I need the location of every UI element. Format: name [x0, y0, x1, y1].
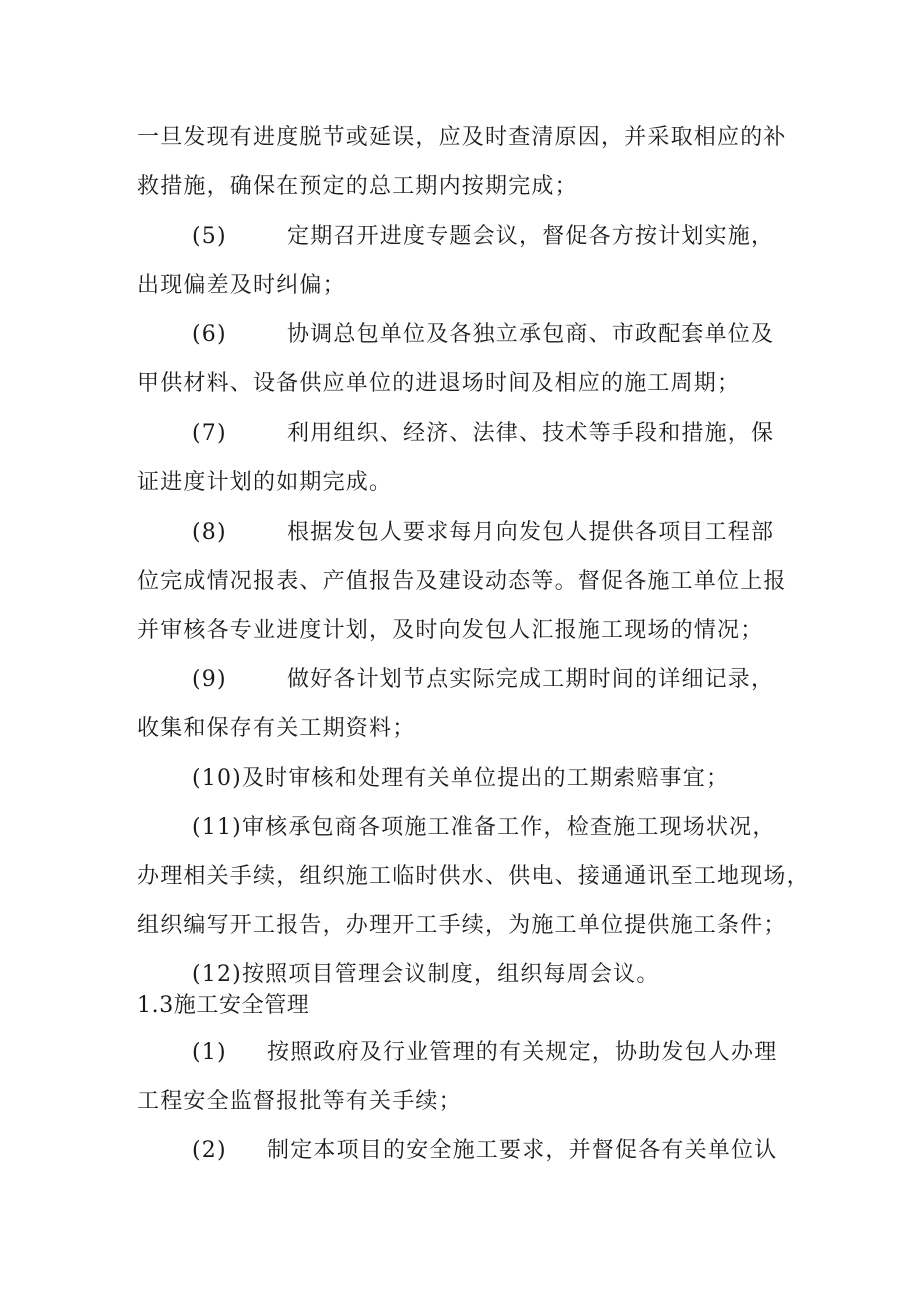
- list-item: [192, 419, 774, 449]
- list-item: [192, 518, 774, 548]
- list-item: (11)审核承包商各项施工准备工作，检查施工现场状况，: [192, 815, 776, 840]
- text-line: 证进度计划的如期完成。: [137, 470, 393, 495]
- item-number: (7): [192, 421, 227, 446]
- text-line: 位完成情况报表、产值报告及建设动态等。督促各施工单位上报: [137, 569, 787, 594]
- text-line: 甲供材料、设备供应单位的进退场时间及相应的施工周期；: [137, 371, 741, 396]
- item-number: (2): [192, 1138, 227, 1163]
- list-item: (12)按照项目管理会议制度，组织每周会议。: [192, 962, 660, 987]
- item-text: 做好各计划节点实际完成工期时间的详细记录，: [287, 667, 775, 692]
- list-item: [192, 1038, 777, 1068]
- text-line: 工程安全监督报批等有关手续；: [137, 1089, 462, 1114]
- item-number: (6): [192, 322, 227, 347]
- list-item: [192, 222, 774, 252]
- list-item: [192, 1136, 777, 1166]
- list-item: (10)及时审核和处理有关单位提出的工期索赔事宜；: [192, 766, 730, 791]
- list-item: [192, 320, 774, 350]
- item-text: 根据发包人要求每月向发包人提供各项目工程部: [287, 520, 775, 545]
- list-item: [192, 665, 774, 695]
- item-text: 按照政府及行业管理的有关规定，协助发包人办理: [267, 1040, 778, 1065]
- text-line: 救措施，确保在预定的总工期内按期完成；: [137, 174, 578, 199]
- section-heading: 1.3施工安全管理: [137, 993, 310, 1018]
- text-line: 组织编写开工报告，办理开工手续，为施工单位提供施工条件；: [137, 913, 787, 938]
- text-line: 出现偏差及时纠偏；: [137, 273, 346, 298]
- item-text: 协调总包单位及各独立承包商、市政配套单位及: [287, 322, 775, 347]
- text-line: 一旦发现有进度脱节或延误，应及时查清原因，并采取相应的补: [137, 125, 787, 150]
- item-number: (9): [192, 667, 227, 692]
- item-number: (8): [192, 520, 227, 545]
- text-line: 办理相关手续，组织施工临时供水、供电、接通通讯至工地现场，: [137, 864, 810, 889]
- item-text: 制定本项目的安全施工要求，并督促各有关单位认: [267, 1138, 778, 1163]
- text-line: 并审核各专业进度计划，及时向发包人汇报施工现场的情况；: [137, 618, 764, 643]
- item-text: 利用组织、经济、法律、技术等手段和措施，保: [287, 421, 775, 446]
- item-number: (1): [192, 1040, 227, 1065]
- text-line: 收集和保存有关工期资料；: [137, 716, 416, 741]
- item-number: (5): [192, 224, 227, 249]
- item-text: 定期召开进度专题会议，督促各方按计划实施，: [287, 224, 775, 249]
